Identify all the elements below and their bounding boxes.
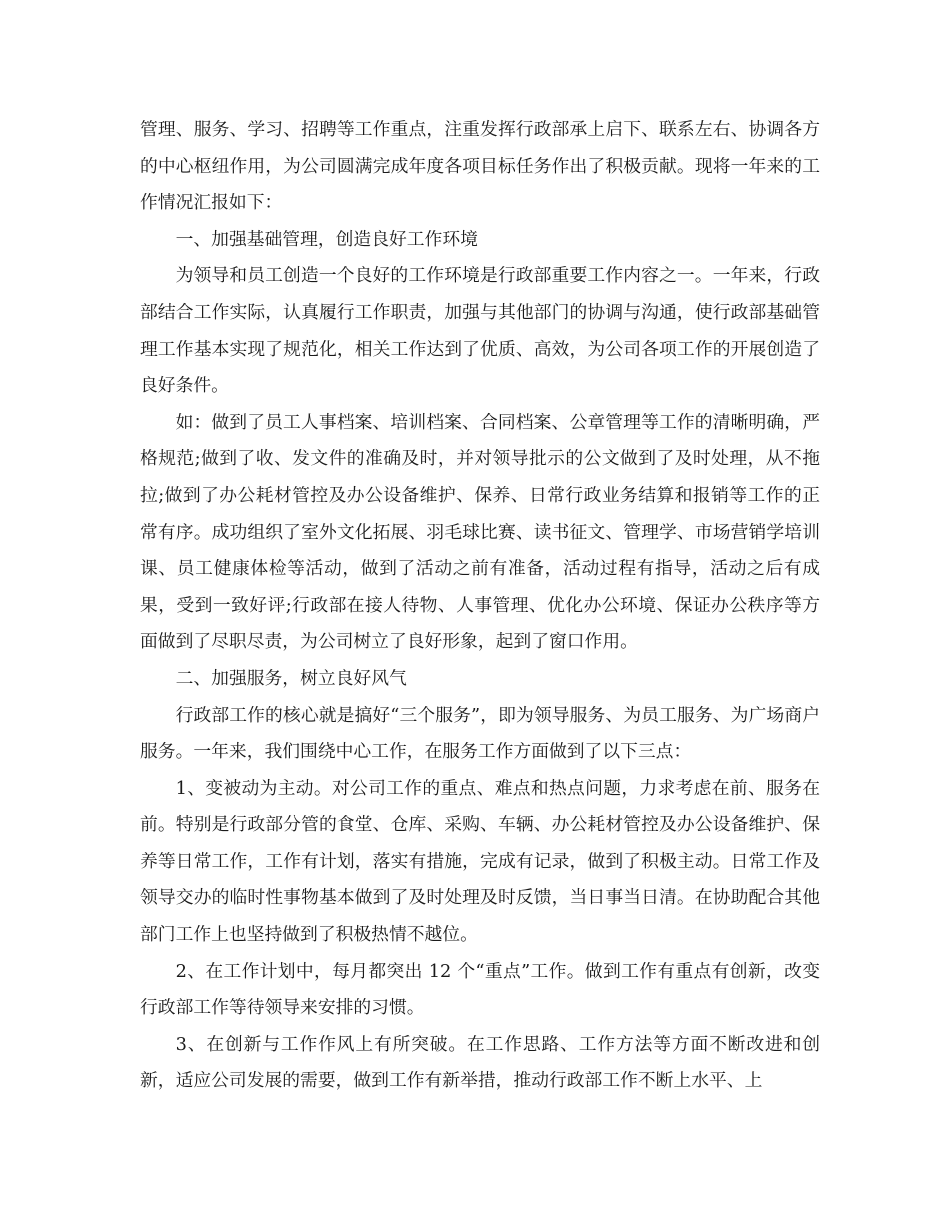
paragraph-continuation: 管理、服务、学习、招聘等工作重点，注重发挥行政部承上启下、联系左右、协调各方的中心枢纽作用，为公司圆满完成年度各项目标任务作出了积极贡献。现将一年来的工作情况汇报如下：: [140, 119, 820, 214]
paragraph: 如：做到了员工人事档案、培训档案、合同档案、公章管理等工作的清晰明确，严格规范;做到了收、发文件的准确及时，并对领导批示的公文做到了及时处理，从不拖拉;做到了办公耗材管控及办公设备维护、保养、日常行政业务结算和报销等工作的正常有序。成功组织了室外文化拓展、羽毛球比赛、读书征文、管理学、市场营销学培训课、员工健康体检等活动，做到了活动之前有准备，活动过程有指导，活动之后有成果，受到一致好评;行政部在接人待物、人事管理、优化办公环境、保证办公秩序等方面做到了尽职尽责，为公司树立了良好形象，起到了窗口作用。: [140, 411, 820, 653]
paragraph: 行政部工作的核心就是搞好“三个服务”，即为领导服务、为员工服务、为广场商户服务。一年来，我们围绕中心工作，在服务工作方面做到了以下三点：: [140, 704, 820, 763]
paragraph: 为领导和员工创造一个良好的工作环境是行政部重要工作内容之一。一年来，行政部结合工作实际，认真履行工作职责，加强与其他部门的协调与沟通，使行政部基础管理工作基本实现了规范化，相关工作达到了优质、高效，为公司各项工作的开展创造了良好条件。: [140, 265, 820, 397]
section-heading-2: 二、加强服务，树立良好风气: [175, 667, 407, 689]
list-item-3: 3、在创新与工作作风上有所突破。在工作思路、工作方法等方面不断改进和创新，适应公司发展的需要，做到工作有新举措，推动行政部工作不断上水平、上: [140, 1033, 820, 1092]
section-heading-1: 一、加强基础管理，创造良好工作环境: [175, 228, 478, 250]
document-body: [140, 112, 820, 1100]
list-item-2: 2、在工作计划中，每月都突出 12 个“重点”工作。做到工作有重点有创新，改变行政部工作等待领导来安排的习惯。: [140, 960, 820, 1019]
list-item-1: 1、变被动为主动。对公司工作的重点、难点和热点问题，力求考虑在前、服务在前。特别是行政部分管的食堂、仓库、采购、车辆、办公耗材管控及办公设备维护、保养等日常工作，工作有计划，落实有措施，完成有记录，做到了积极主动。日常工作及领导交办的临时性事物基本做到了及时处理及时反馈，当日事当日清。在协助配合其他部门工作上也坚持做到了积极热情不越位。: [140, 777, 820, 946]
